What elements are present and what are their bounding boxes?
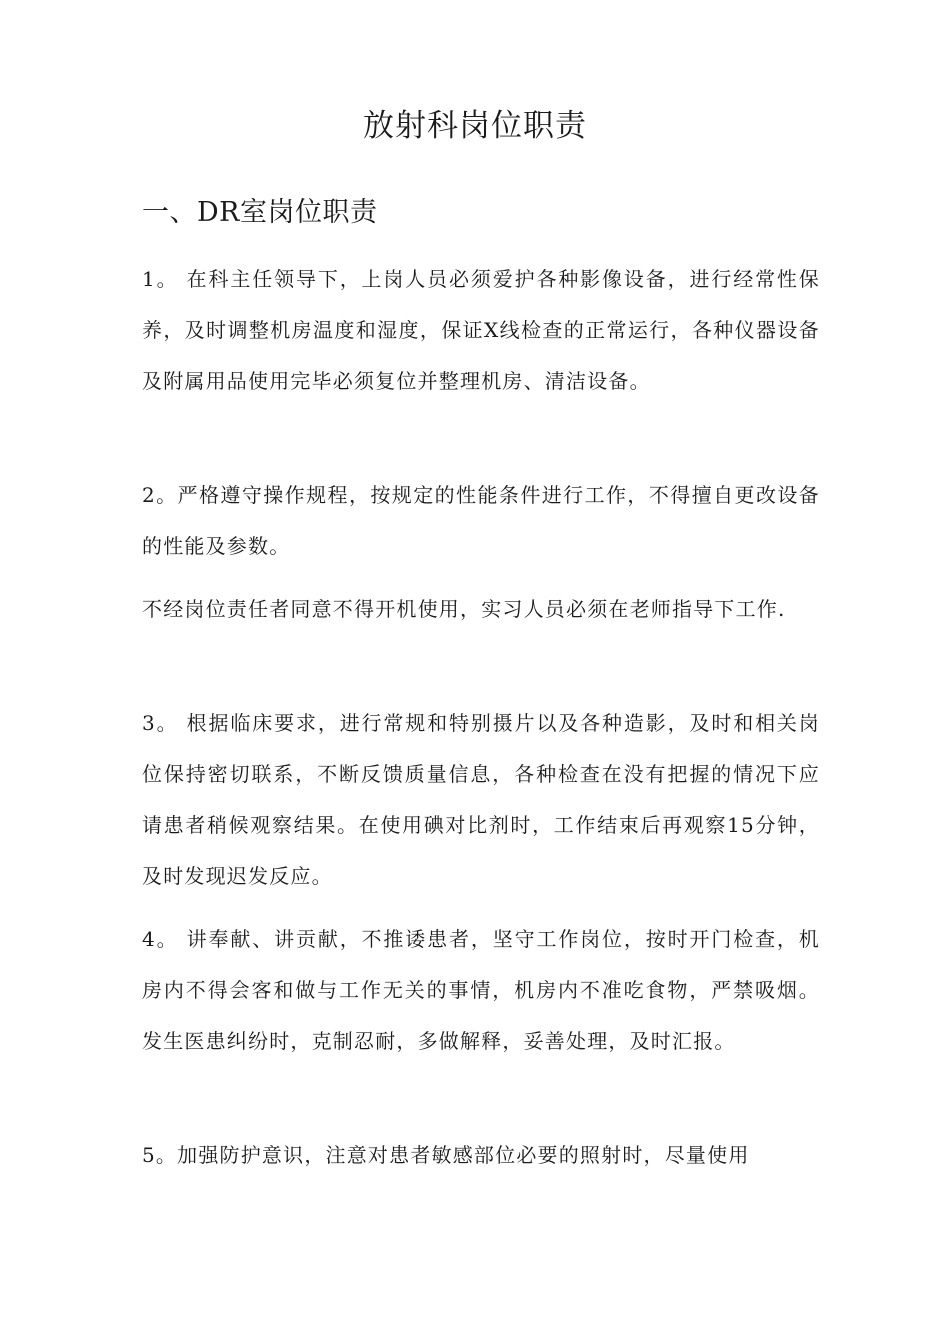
section-heading: 一、DR室岗位职责 xyxy=(142,197,378,228)
document-title: 放射科岗位职责 xyxy=(363,108,587,144)
paragraph-3: 3。 根据临床要求，进行常规和特别摄片以及各种造影，及时和相关岗位保持密切联系，不断反馈质量信息，各种检查在没有把握的情况下应请患者稍候观察结果。在使用碘对比剂时，工作结束后再观察15分钟，及时发现迟发反应。 xyxy=(142,711,820,888)
paragraph-1: 1。 在科主任领导下，上岗人员必须爱护各种影像设备，进行经常性保养，及时调整机房温度和湿度，保证X线检查的正常运行，各种仪器设备及附属用品使用完毕必须复位并整理机房、清洁设备。 xyxy=(142,267,820,393)
paragraph-5: 5。加强防护意识，注意对患者敏感部位必要的照射时，尽量使用 xyxy=(142,1143,750,1167)
paragraph-2: 2。严格遵守操作规程，按规定的性能条件进行工作，不得擅自更改设备的性能及参数。 xyxy=(142,483,820,558)
paragraph-2-note: 不经岗位责任者同意不得开机使用，实习人员必须在老师指导下工作. xyxy=(142,597,786,621)
paragraph-4: 4。 讲奉献、讲贡献，不推诿患者，坚守工作岗位，按时开门检查，机房内不得会客和做与工作无关的事情，机房内不准吃食物，严禁吸烟。发生医患纠纷时，克制忍耐，多做解释，妥善处理，及时汇报。 xyxy=(142,927,820,1053)
